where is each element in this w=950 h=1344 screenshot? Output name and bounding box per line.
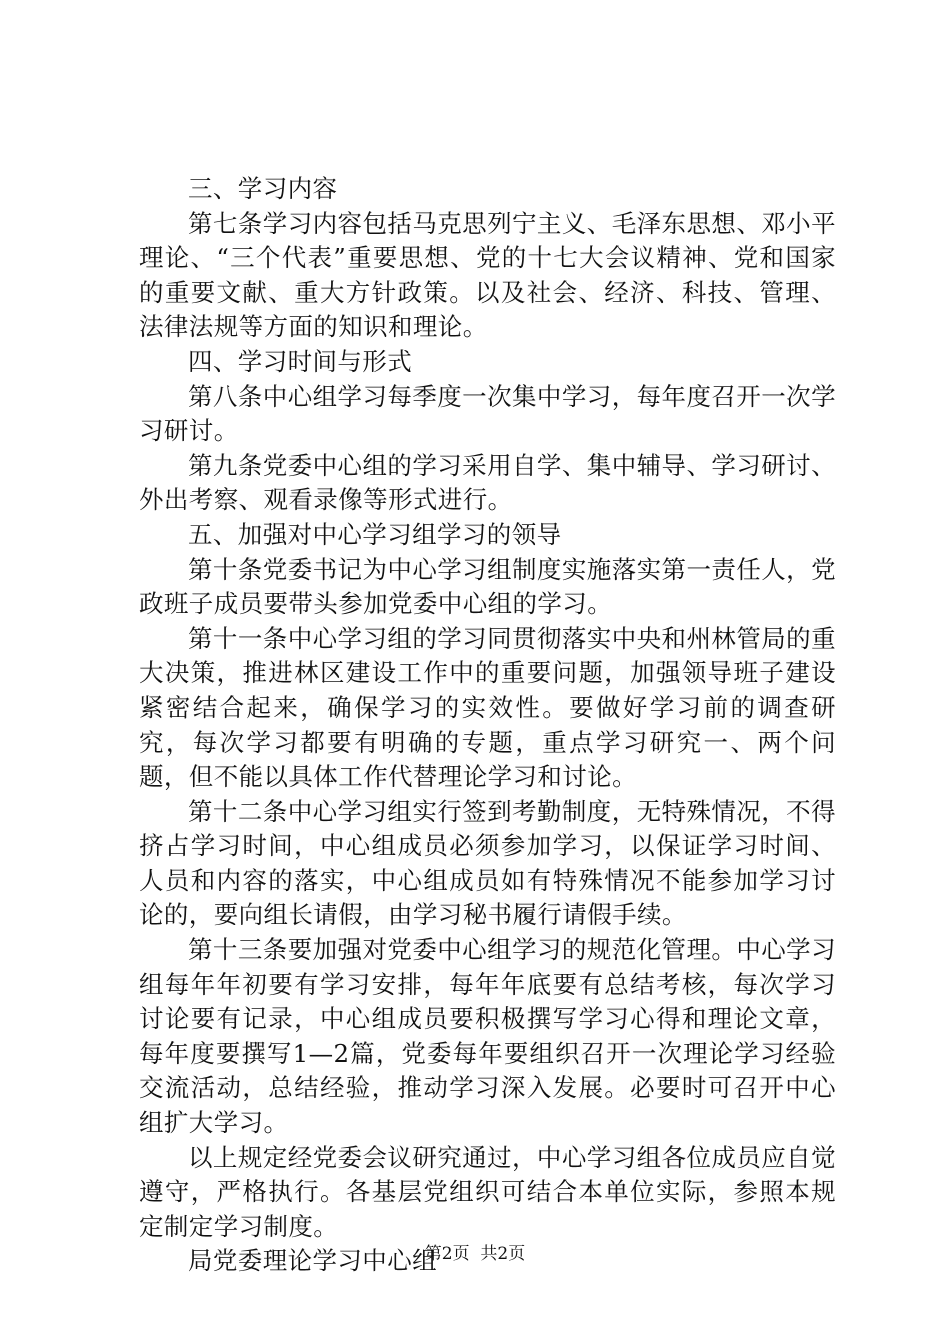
- signature-line: 局党委理论学习中心组: [188, 1246, 437, 1276]
- page-total: 共2页: [480, 1244, 526, 1264]
- article-10-paragraph: 第十条党委书记为中心学习组制度实施落实第一责任人，党政班子成员要带头参加党委中心组的学习。: [139, 554, 836, 619]
- closing-paragraph: 以上规定经党委会议研究通过，中心学习组各位成员应自觉遵守，严格执行。各基层党组织可结合本单位实际，参照本规定制定学习制度。: [139, 1142, 836, 1241]
- section-heading-study-content: 三、学习内容: [188, 174, 338, 203]
- article-8-paragraph: 第八条中心组学习每季度一次集中学习，每年度召开一次学习研讨。: [139, 381, 836, 446]
- section-heading-time-and-form: 四、学习时间与形式: [188, 346, 413, 376]
- article-7-paragraph: 第七条学习内容包括马克思列宁主义、毛泽东思想、邓小平理论、“三个代表”重要思想、党的十七大会议精神、党和国家的重要文献、重大方针政策。以及社会、经济、科技、管理、法律法规等方面的知识和理论。: [139, 208, 836, 342]
- page-number: 第2页: [424, 1244, 470, 1264]
- document-body: [139, 172, 836, 1279]
- page-footer: [0, 1243, 950, 1265]
- article-12-paragraph: 第十二条中心学习组实行签到考勤制度，无特殊情况，不得挤占学习时间，中心组成员必须参加学习，以保证学习时间、人员和内容的落实，中心组成员如有特殊情况不能参加学习讨论的，要向组长请假，由学习秘书履行请假手续。: [139, 796, 836, 930]
- article-9-paragraph: 第九条党委中心组的学习采用自学、集中辅导、学习研讨、外出考察、观看录像等形式进行。: [139, 450, 836, 515]
- article-13-paragraph: 第十三条要加强对党委中心组学习的规范化管理。中心学习组每年年初要有学习安排，每年年底要有总结考核，每次学习讨论要有记录，中心组成员要积极撰写学习心得和理论文章，每年度要撰写1—2篇，党委每年要组织召开一次理论学习经验交流活动，总结经验，推动学习深入发展。必要时可召开中心组扩大学习。: [139, 935, 836, 1138]
- section-heading-leadership: 五、加强对中心学习组学习的领导: [188, 519, 562, 549]
- article-11-paragraph: 第十一条中心学习组的学习同贯彻落实中央和州林管局的重大决策，推进林区建设工作中的重要问题，加强领导班子建设紧密结合起来，确保学习的实效性。要做好学习前的调查研究，每次学习都要有明确的专题，重点学习研究一、两个问题，但不能以具体工作代替理论学习和讨论。: [139, 623, 836, 792]
